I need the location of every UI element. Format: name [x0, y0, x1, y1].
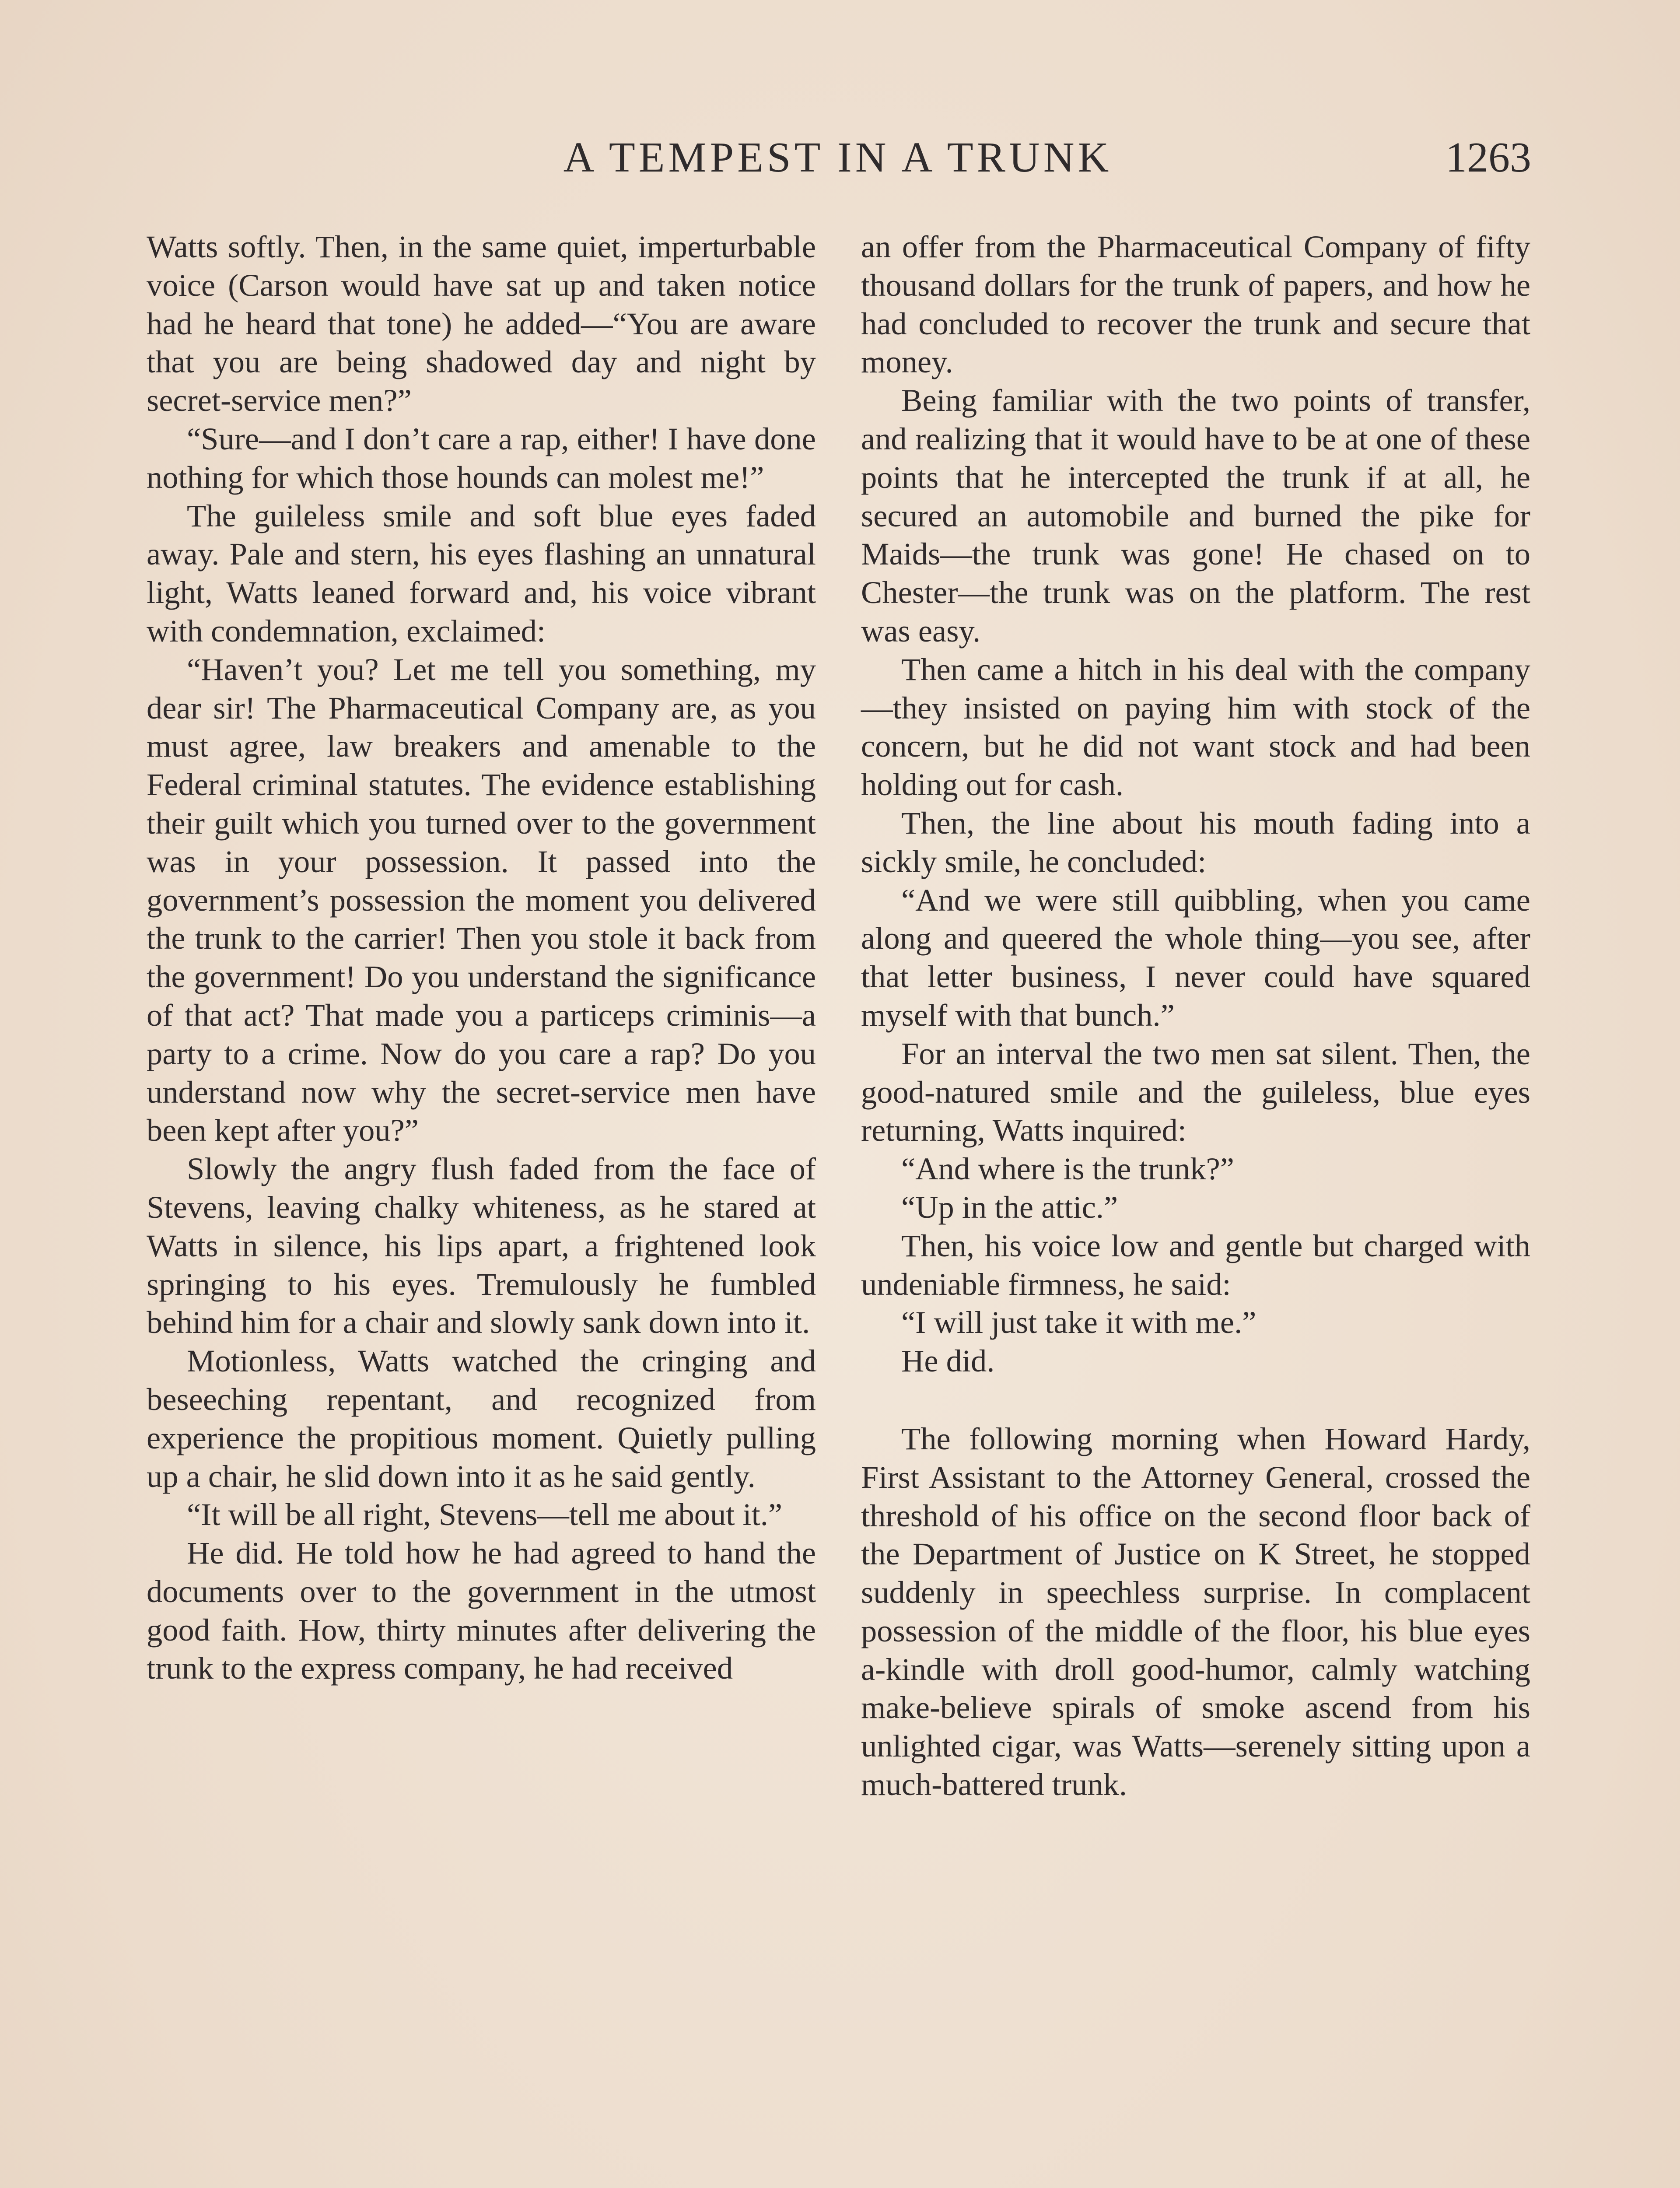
- paragraph: Then, his voice low and gentle but charged with undeniable firmness, he said:: [861, 1227, 1530, 1302]
- paragraph: Then came a hitch in his deal with the company—they insisted on paying him with stock of the concern, but he did not want stock and had been holding out for cash.: [861, 651, 1530, 803]
- paragraph: Slowly the angry flush faded from the face of Stevens, leaving chalky whiteness, as he stared at Watts in silence, his lips apart, a frightened look springing to his eyes. Tremulously he fumbled behind him for a chair and slowly sank down into it.: [147, 1151, 816, 1340]
- paragraph: Then, the line about his mouth fading into a sickly smile, he concluded:: [861, 805, 1530, 879]
- paragraph: He did. He told how he had agreed to hand the documents over to the government in the utmost good faith. How, thirty minutes after delivering the trunk to the express company, he had received: [147, 1535, 816, 1686]
- page-number: 1263: [1446, 134, 1531, 181]
- paragraph: “Haven’t you? Let me tell you something, my dear sir! The Pharmaceutical Company are, as you must agree, law breakers and amenable to the Federal criminal statutes. The evidence establishing their guilt which you turned over to the government was in your possession. It passed into the government’s possession the moment you delivered the trunk to the carrier! Then you stole it back from the government! Do you understand the significance of that act? That made you a particeps criminis—a party to a crime. Now do you care a rap? Do you understand now why the secret-service men have been kept after you?”: [147, 651, 816, 1148]
- running-title: A TEMPEST IN A TRUNK: [563, 134, 1113, 181]
- paragraph: For an interval the two men sat silent. Then, the good-natured smile and the guileless, blue eyes returning, Watts inquired:: [861, 1035, 1530, 1148]
- paragraph: “It will be all right, Stevens—tell me about it.”: [187, 1497, 783, 1532]
- paragraph: “Up in the attic.”: [901, 1189, 1118, 1225]
- paragraph: “Sure—and I don’t care a rap, either! I have done nothing for which those hounds can molest me!”: [147, 421, 816, 495]
- paragraph: Watts softly. Then, in the same quiet, imperturbable voice (Carson would have sat up and taken notice had he heard that tone) he added—“You are aware that you are being shadowed day and night by secret-service men?”: [147, 229, 816, 418]
- paragraph: “And we were still quibbling, when you came along and queered the whole thing—you see, after that letter business, I never could have squared myself with that bunch.”: [861, 882, 1530, 1033]
- paragraph: an offer from the Pharmaceutical Company of fifty thousand dollars for the trunk of papers, and how he had concluded to recover the trunk and secure that money.: [861, 229, 1530, 380]
- right-column: [861, 228, 1530, 1804]
- paragraph: Motionless, Watts watched the cringing and beseeching repentant, and recognized from experience the propitious moment. Quietly pulling up a chair, he slid down into it as he said gently.: [147, 1343, 816, 1494]
- page-header: [144, 131, 1531, 184]
- left-column: [147, 228, 816, 1687]
- paragraph: The following morning when Howard Hardy, First Assistant to the Attorney General, crossed the threshold of his office on the second floor back of the Department of Justice on K Street, he stopped suddenly in speechless surprise. In complacent possession of the middle of the floor, his blue eyes a-kindle with droll good-humor, calmly watching make-believe spirals of smoke ascend from his unlighted cigar, was Watts—serenely sitting upon a much-battered trunk.: [861, 1420, 1530, 1802]
- paragraph: He did.: [901, 1343, 995, 1379]
- paragraph: Being familiar with the two points of transfer, and realizing that it would have to be at one of these points that he intercepted the trunk if at all, he secured an automobile and burned the pike for Maids—the trunk was gone! He chased on to Chester—the trunk was on the platform. The rest was easy.: [861, 382, 1530, 649]
- paragraph: “I will just take it with me.”: [901, 1304, 1256, 1340]
- paragraph: The guileless smile and soft blue eyes faded away. Pale and stern, his eyes flashing an unnatural light, Watts leaned forward and, his voice vibrant with condemnation, exclaimed:: [147, 498, 816, 649]
- paragraph: “And where is the trunk?”: [901, 1151, 1234, 1187]
